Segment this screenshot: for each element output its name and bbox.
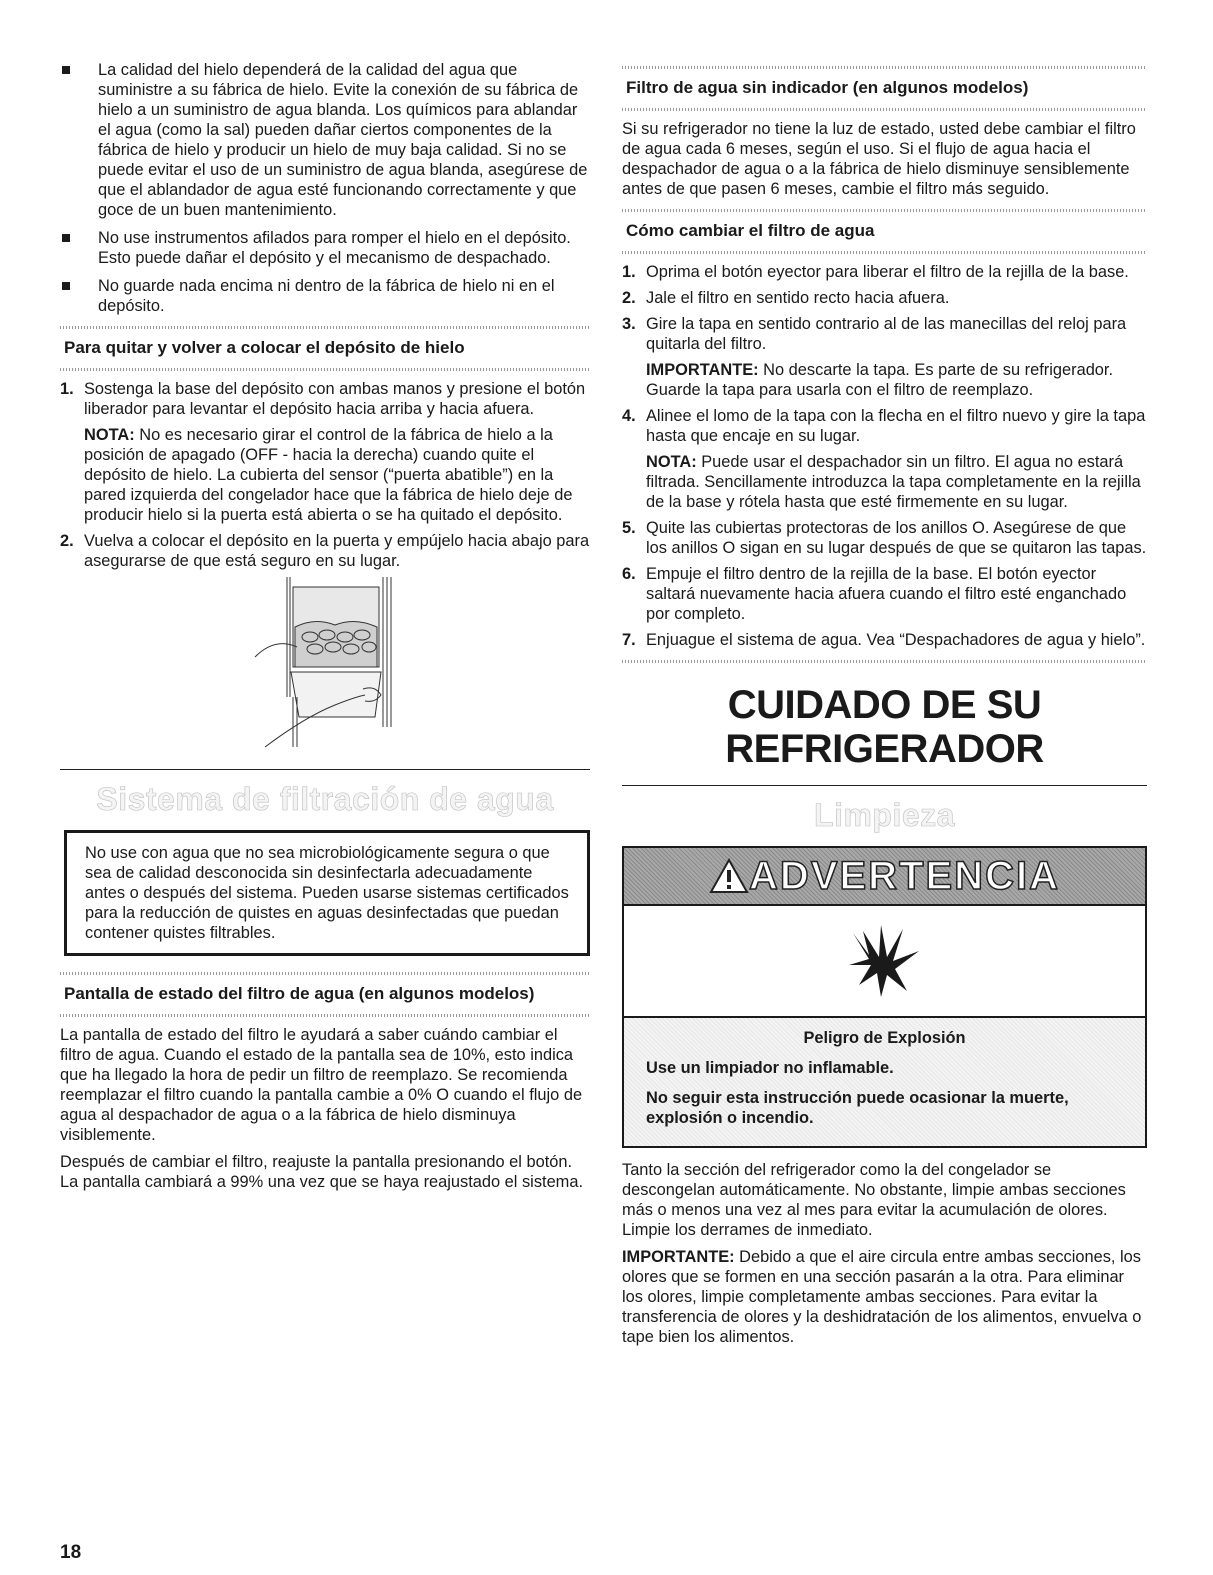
list-item: No guarde nada encima ni dentro de la fábrica de hielo ni en el depósito. [60, 276, 590, 316]
no-indicator-paragraph: Si su refrigerador no tiene la luz de estado, usted debe cambiar el filtro de agua cada 6 meses, según el uso. Si el flujo de agua hacia el despachador de agua o a la fábrica de hielo disminuye sensiblemente antes de que pasen 6 meses, cambie el filtro más seguido. [622, 120, 1136, 198]
list-item: 6. Empuje el filtro dentro de la rejilla de la base. El botón eyector saltará nuevamente hacia afuera cuando el filtro esté enganchado por completo. [622, 565, 1127, 623]
warning-header [624, 848, 1145, 906]
change-filter-heading: Cómo cambiar el filtro de agua [626, 221, 875, 240]
step-text: Vuelva a colocar el depósito en la puerta y empújelo hacia abajo para asegurarse de que está seguro en su lugar. [84, 532, 590, 570]
step-note: NOTA: No es necesario girar el control de la fábrica de hielo a la posición de apagado (OFF - hacia la derecha) cuando quite el depósito de hielo. La cubierta del sensor (“puerta abatible”) en la pared izquierda del congelador hace que la fábrica de hielo deje de producir hielo si la puerta está abierta o se ha quitado el depósito. [84, 426, 573, 524]
care-title: CUIDADO DE SU REFRIGERADOR [725, 683, 1044, 771]
no-indicator-heading: Filtro de agua sin indicador (en algunos modelos) [626, 78, 1029, 97]
list-item: 7. Enjuague el sistema de agua. Vea “Despachadores de agua y hielo”. [622, 631, 1146, 649]
explosion-icon [845, 921, 925, 1001]
step-text: Sostenga la base del depósito con ambas manos y presione el botón liberador para levantar el depósito hacia arriba y hacia afuera. [84, 380, 586, 418]
bin-heading: Para quitar y volver a colocar el depósito de hielo [64, 338, 465, 357]
list-item: 1. Oprima el botón eyector para liberar el filtro de la rejilla de la base. [622, 263, 1129, 281]
right-column [622, 60, 1147, 1354]
ice-bin-illustration [60, 577, 590, 755]
list-item: 3. Gire la tapa en sentido contrario al de las manecillas del reloj para quitarla del filtro. IMPORTANTE: No descarte la tapa. Es parte de su refrigerador. Guarde la tapa para usarla con el filtro de reemplazo. [622, 314, 1147, 400]
list-item: No use instrumentos afilados para romper el hielo en el depósito. Esto puede dañar el depósito y el mecanismo de despachado. [60, 228, 590, 268]
change-filter-steps [622, 262, 1147, 650]
dotted-divider [60, 326, 590, 329]
ice-bin-drawing [235, 577, 415, 755]
ice-quality-bullets [60, 60, 590, 316]
square-bullet-icon [62, 282, 70, 290]
step-number: 1. [60, 380, 74, 398]
warning-triangle-icon [709, 858, 749, 894]
status-paragraph: Después de cambiar el filtro, reajuste la pantalla presionando el botón. La pantalla cambiará a 99% una vez que se haya reajustado el sistema. [60, 1153, 584, 1191]
left-column [60, 60, 590, 1199]
cleaning-paragraph: Tanto la sección del refrigerador como la del congelador se descongelan automáticamente. No obstante, limpie ambas secciones más o menos una vez al mes para evitar la acumulación de olores. Limpie los derrames de inmediato. [622, 1161, 1126, 1239]
dotted-divider [622, 209, 1147, 212]
square-bullet-icon [62, 66, 70, 74]
list-item: 4. Alinee el lomo de la tapa con la flecha en el filtro nuevo y gire la tapa hasta que encaje en su lugar. NOTA: Puede usar el despachador sin un filtro. El agua no estará filtrada. Sencillamente introduzca la tapa completamente en la rejilla de la base y rótela hasta que esté firmemente en su lugar. [622, 407, 1146, 511]
status-paragraph: La pantalla de estado del filtro le ayudará a saber cuándo cambiar el filtro de agua. Cuando el estado de la pantalla sea de 10%, esto indica que ha llegado la hora de pedir un filtro de reemplazo. Se recomienda reemplazar el filtro cuando la pantalla cambie a 0% O cuando el flujo de agua al despachador de agua o a la fábrica de hielo disminuya visiblemente. [60, 1026, 583, 1144]
step-note: IMPORTANTE: No descarte la tapa. Es parte de su refrigerador. Guarde la tapa para usarla con el filtro de reemplazo. [646, 361, 1114, 399]
dotted-divider [622, 66, 1147, 69]
list-item: La calidad del hielo dependerá de la calidad del agua que suministre a su fábrica de hielo. Evite la conexión de su fábrica de hielo a un suministro de agua blanda. Los químicos para ablandar el agua (como la sal) pueden dañar ciertos componentes de la fábrica de hielo y producir un hielo de muy baja calidad. Si no se puede evitar el uso de un suministro de agua blanda, asegúrese de que el ablandador de agua esté funcionando correctamente y que goce de un buen mantenimiento. [60, 60, 590, 220]
warning-label: ADVERTENCIA [749, 854, 1060, 898]
dotted-divider [622, 660, 1147, 663]
list-item: 5. Quite las cubiertas protectoras de los anillos O. Asegúrese de que los anillos O sigan en su lugar después de que se quitaron las tapas. [622, 519, 1147, 557]
section-rule [622, 785, 1147, 786]
list-item [60, 531, 590, 571]
dotted-divider [60, 972, 590, 975]
status-heading: Pantalla de estado del filtro de agua (en algunos modelos) [64, 984, 535, 1003]
square-bullet-icon [62, 234, 70, 242]
step-note: NOTA: Puede usar el despachador sin un filtro. El agua no estará filtrada. Sencillamente introduzca la tapa completamente en la rejilla de la base y rótela hasta que esté firmemente en su lugar. [646, 453, 1141, 511]
warning-panel [622, 846, 1147, 1148]
dotted-divider [60, 368, 590, 371]
list-item: 2. Jale el filtro en sentido recto hacia afuera. [622, 289, 950, 307]
bin-steps [60, 379, 590, 571]
step-number: 2. [60, 532, 74, 550]
cleaning-paragraph: IMPORTANTE: Debido a que el aire circula entre ambas secciones, los olores que se formen en una sección pasarán a la otra. Para eliminar los olores, limpie completamente ambas secciones. Para evitar la transferencia de olores y la deshidratación de los alimentos, envuelva o tape bien los alimentos. [622, 1248, 1142, 1346]
page-number: 18 [60, 1542, 82, 1563]
section-rule [60, 769, 590, 770]
dotted-divider [622, 108, 1147, 111]
dotted-divider [60, 1014, 590, 1017]
explosion-icon-area [624, 906, 1145, 1018]
filtration-title: Sistema de filtración de agua [96, 781, 554, 817]
list-item [60, 379, 590, 525]
cleaning-title: Limpieza [814, 797, 955, 833]
dotted-divider [622, 251, 1147, 254]
warning-text: Peligro de Explosión Use un limpiador no inflamable. No seguir esta instrucción puede ocasionar la muerte, explosión o incendio. [624, 1018, 1145, 1146]
filtration-warning-box: No use con agua que no sea microbiológicamente segura o que sea de calidad desconocida sin desinfectarla adecuadamente antes o después del sistema. Pueden usarse sistemas certificados para la reducción de quistes en aguas desinfectadas que puedan contener quistes filtrables. [64, 830, 590, 956]
